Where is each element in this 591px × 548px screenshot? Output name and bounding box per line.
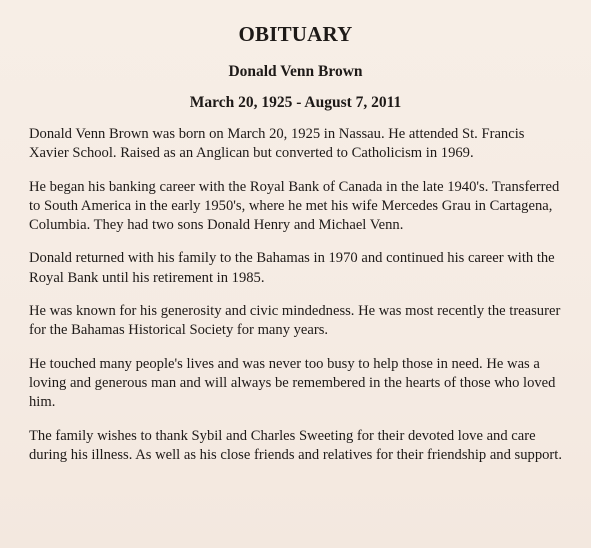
- paragraph-career: He began his banking career with the Royal Bank of Canada in the late 1940's. Transferred to South America in the early 1950's, where he met his wife Mercedes Grau in Cartagena, Columbia. They had two sons Donald Henry and Michael Venn.: [29, 178, 560, 234]
- deceased-name: Donald Venn Brown: [228, 63, 363, 80]
- obituary-title: OBITUARY: [238, 22, 353, 46]
- paragraph-birth: Donald Venn Brown was born on March 20, 1925 in Nassau. He attended St. Francis Xavier School. Raised as an Anglican but converted to Catholicism in 1969.: [29, 126, 525, 162]
- paragraph-civic: He was known for his generosity and civic mindedness. He was most recently the treasurer for the Bahamas Historical Society for many years.: [29, 303, 561, 339]
- life-dates: March 20, 1925 - August 7, 2011: [189, 94, 402, 111]
- obituary-body: [29, 125, 565, 479]
- paragraph-thanks: The family wishes to thank Sybil and Charles Sweeting for their devoted love and care during his illness. As well as his close friends and relatives for their friendship and support.: [29, 427, 562, 463]
- paragraph-character: He touched many people's lives and was never too busy to help those in need. He was a loving and generous man and will always be remembered in the hearts of those who loved him.: [29, 355, 556, 411]
- paragraph-return: Donald returned with his family to the Bahamas in 1970 and continued his career with the Royal Bank until his retirement in 1985.: [29, 250, 555, 286]
